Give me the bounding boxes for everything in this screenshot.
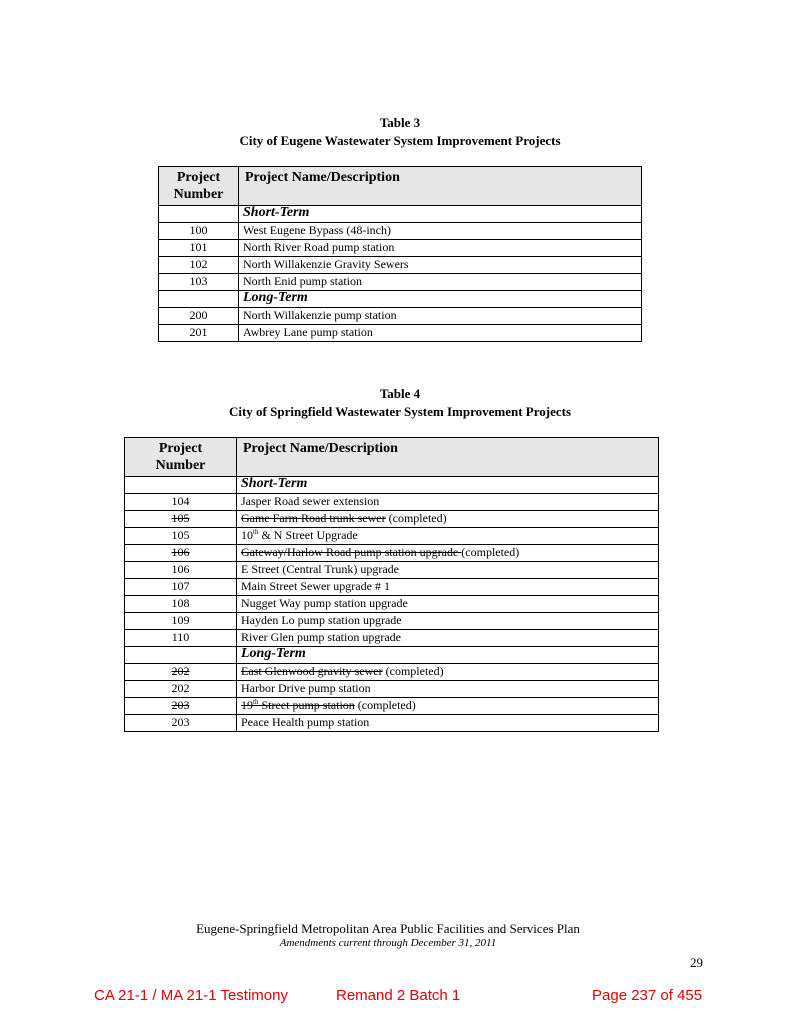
project-name-text: North Willakenzie Gravity Sewers — [243, 257, 409, 271]
table-row — [125, 545, 659, 562]
ordinal-suffix: th — [253, 698, 259, 706]
project-number: 201 — [159, 325, 239, 342]
project-description — [237, 664, 659, 681]
table-row — [159, 223, 642, 240]
table3-header-row — [159, 167, 642, 206]
project-number: 110 — [125, 630, 237, 647]
project-name — [241, 681, 371, 695]
project-name-text: Awbrey Lane pump station — [243, 325, 373, 339]
section-row — [159, 206, 642, 223]
table-row — [125, 630, 659, 647]
project-number: 203 — [125, 715, 237, 732]
project-name-text: & N Street Upgrade — [258, 528, 358, 542]
table4-header-name: Project Name/Description — [237, 438, 659, 477]
project-name — [243, 290, 308, 305]
section-row — [125, 477, 659, 494]
project-description — [237, 494, 659, 511]
project-name-prefix: 19 — [241, 698, 253, 712]
table3-header-name: Project Name/Description — [239, 167, 642, 206]
project-number: 106 — [125, 562, 237, 579]
footer-plan-title: Eugene-Springfield Metropolitan Area Public Facilities and Services Plan — [196, 921, 580, 936]
ordinal-suffix: th — [253, 528, 259, 536]
project-description — [237, 698, 659, 715]
project-number: 202 — [125, 681, 237, 698]
project-name-prefix: 10 — [241, 528, 253, 542]
completion-note: (completed) — [354, 698, 416, 712]
project-name — [241, 646, 306, 661]
table-row — [125, 698, 659, 715]
project-name — [241, 511, 386, 525]
project-name — [243, 240, 394, 254]
table-row — [159, 308, 642, 325]
section-label — [237, 647, 659, 664]
project-description — [237, 511, 659, 528]
project-number — [125, 647, 237, 664]
project-description — [239, 240, 642, 257]
project-description — [237, 630, 659, 647]
project-description — [237, 562, 659, 579]
project-name — [241, 562, 399, 576]
section-label — [237, 477, 659, 494]
table-row — [159, 257, 642, 274]
project-name-text: Harbor Drive pump station — [241, 681, 371, 695]
project-name-text: Hayden Lo pump station upgrade — [241, 613, 402, 627]
project-number — [159, 291, 239, 308]
project-number — [159, 206, 239, 223]
table-row — [159, 240, 642, 257]
project-number: 202 — [125, 664, 237, 681]
table4-subtitle: City of Springfield Wastewater System Improvement Projects — [228, 404, 572, 419]
table-row — [159, 325, 642, 342]
table4-title: Table 4 — [379, 386, 421, 401]
project-name — [241, 613, 402, 627]
project-description — [239, 257, 642, 274]
project-description — [239, 308, 642, 325]
section-row — [125, 647, 659, 664]
project-name-text: Jasper Road sewer extension — [241, 494, 380, 508]
table-row — [125, 562, 659, 579]
project-name-text: Short-Term — [241, 476, 308, 491]
project-description — [239, 325, 642, 342]
table-row — [125, 613, 659, 630]
project-number: 101 — [159, 240, 239, 257]
project-description — [237, 613, 659, 630]
project-number: 109 — [125, 613, 237, 630]
project-name — [243, 274, 362, 288]
project-number — [125, 477, 237, 494]
table3-subtitle: City of Eugene Wastewater System Improvement Projects — [239, 133, 561, 148]
project-name-text: North River Road pump station — [243, 240, 395, 254]
table-row — [125, 511, 659, 528]
project-name-text: Long-Term — [241, 646, 306, 661]
project-name-text: Street pump station — [258, 698, 355, 712]
project-description — [237, 579, 659, 596]
project-number: 102 — [159, 257, 239, 274]
project-name — [243, 205, 309, 220]
project-description — [239, 274, 642, 291]
project-number: 203 — [125, 698, 237, 715]
project-number: 107 — [125, 579, 237, 596]
project-name — [241, 715, 369, 729]
project-number: 100 — [159, 223, 239, 240]
project-name — [243, 308, 397, 322]
project-name — [243, 223, 391, 237]
project-name-text: North Enid pump station — [243, 274, 362, 288]
table-row — [125, 715, 659, 732]
project-description — [237, 681, 659, 698]
project-name-text: Short-Term — [243, 205, 310, 220]
project-number: 200 — [159, 308, 239, 325]
project-name — [241, 664, 383, 678]
section-label — [239, 291, 642, 308]
project-number: 106 — [125, 545, 237, 562]
footer-amendments: Amendments current through December 31, 2011 — [279, 937, 497, 949]
project-name-text: Main Street Sewer upgrade # 1 — [241, 579, 390, 593]
stamp-batch: Remand 2 Batch 1 — [336, 987, 461, 1004]
project-name — [243, 325, 373, 339]
table4-header-number — [125, 438, 237, 477]
project-name — [241, 476, 307, 491]
table-row — [125, 664, 659, 681]
project-name — [241, 579, 390, 593]
project-name-text: E Street (Central Trunk) upgrade — [241, 562, 399, 576]
project-number: 105 — [125, 511, 237, 528]
project-name-text: North Willakenzie pump station — [243, 308, 397, 322]
project-number: 108 — [125, 596, 237, 613]
table3-title: Table 3 — [379, 115, 421, 130]
project-number: 103 — [159, 274, 239, 291]
project-description — [237, 596, 659, 613]
project-description — [237, 528, 659, 545]
project-name — [241, 630, 401, 644]
project-number: 105 — [125, 528, 237, 545]
table-row — [125, 681, 659, 698]
project-description — [239, 223, 642, 240]
project-description — [237, 715, 659, 732]
project-name — [241, 494, 379, 508]
project-number: 104 — [125, 494, 237, 511]
project-name-text: Game Farm Road trunk sewer — [241, 511, 386, 525]
project-name-text: River Glen pump station upgrade — [241, 630, 401, 644]
table-row — [125, 528, 659, 545]
section-row — [159, 291, 642, 308]
project-name-text: East Glenwood gravity sewer — [241, 664, 383, 678]
completion-note: (completed) — [382, 664, 444, 678]
project-name-text: Long-Term — [243, 290, 308, 305]
table4 — [124, 437, 659, 732]
stamp-page-count: Page 237 of 455 — [592, 987, 703, 1004]
completion-note: (completed) — [461, 545, 520, 559]
section-label — [239, 206, 642, 223]
stamp-testimony: CA 21-1 / MA 21-1 Testimony — [94, 987, 288, 1004]
header-number-line2: Number — [155, 458, 206, 473]
project-name — [241, 545, 461, 559]
table-row — [125, 596, 659, 613]
table-row — [125, 494, 659, 511]
project-name-text: West Eugene Bypass (48-inch) — [243, 223, 391, 237]
project-name — [241, 528, 358, 542]
header-number-line1: Project — [158, 441, 203, 456]
project-description — [237, 545, 659, 562]
header-number-line2: Number — [173, 187, 224, 202]
project-name-text: Nugget Way pump station upgrade — [241, 596, 408, 610]
page-number: 29 — [690, 955, 703, 970]
table4-header-row — [125, 438, 659, 477]
table-row — [159, 274, 642, 291]
table3-header-number — [159, 167, 239, 206]
header-number-line1: Project — [176, 170, 221, 185]
project-name — [241, 596, 408, 610]
project-name-text: Gateway/Harlow Road pump station upgrade — [241, 545, 462, 559]
project-name — [241, 698, 355, 712]
table-row — [125, 579, 659, 596]
project-name-text: Peace Health pump station — [241, 715, 370, 729]
completion-note: (completed) — [385, 511, 447, 525]
table3 — [158, 166, 642, 342]
project-name — [243, 257, 409, 271]
